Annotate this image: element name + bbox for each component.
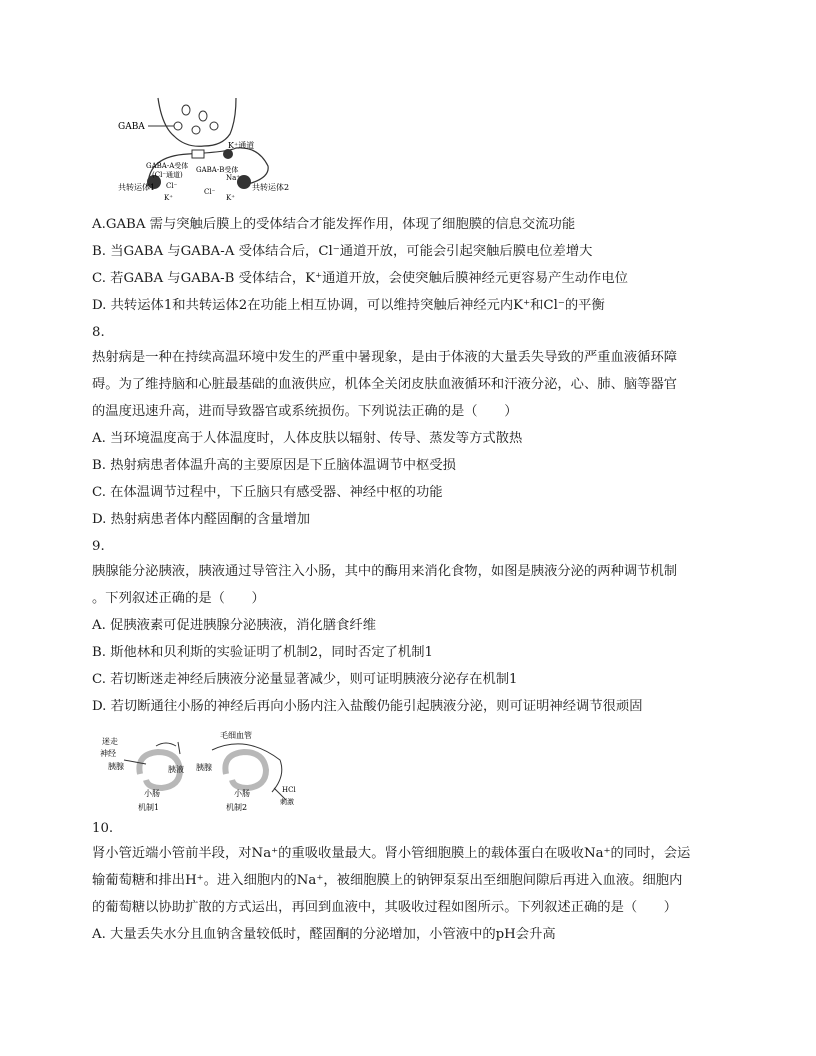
q9-stem-line-2: 。下列叙述正确的是（ ） bbox=[92, 591, 265, 606]
pancreas-label-2: 胰腺 bbox=[196, 763, 212, 772]
q9-option-c: C. 若切断迷走神经后胰液分泌量显著减少，则可证明胰液分泌存在机制1 bbox=[92, 672, 518, 687]
gaba-a-label: GABA-A受体 bbox=[146, 162, 189, 170]
hcl-label: HCl bbox=[282, 786, 296, 794]
k-channel-label: K⁺通道 bbox=[228, 141, 255, 150]
cl-label-right: Cl⁻ bbox=[204, 188, 216, 196]
na-label: Na⁺ bbox=[226, 174, 240, 182]
intestine-label-1: 小肠 bbox=[144, 789, 160, 798]
q8-option-c: C. 在体温调节过程中，下丘脑只有感受器、神经中枢的功能 bbox=[92, 485, 443, 500]
mechanism-2-label: 机制2 bbox=[226, 803, 248, 812]
q8-option-a: A. 当环境温度高于人体温度时，人体皮肤以辐射、传导、蒸发等方式散热 bbox=[92, 431, 523, 446]
pancreas-label-1: 胰腺 bbox=[108, 762, 124, 771]
q9-option-b: B. 斯他林和贝利斯的实验证明了机制2，同时否定了机制1 bbox=[92, 645, 433, 660]
q10-stem-line-3: 的葡萄糖以协助扩散的方式运出，再回到血液中，其吸收过程如图所示。下列叙述正确的是（ ） bbox=[92, 900, 678, 915]
q8-option-d: D. 热射病患者体内醛固酮的含量增加 bbox=[92, 512, 311, 527]
q8-number: 8. bbox=[92, 325, 105, 340]
q8-stem-line-1: 热射病是一种在持续高温环境中发生的严重中暑现象，是由于体液的大量丢失导致的严重血液循环障 bbox=[92, 350, 678, 365]
q9-option-d: D. 若切断通往小肠的神经后再向小肠内注入盐酸仍能引起胰液分泌，则可证明神经调节很顽固 bbox=[92, 699, 643, 714]
q8-stem-line-3: 的温度迅速升高，进而导致器官或系统损伤。下列说法正确的是（ ） bbox=[92, 404, 518, 419]
k-label-right: K⁺ bbox=[226, 194, 235, 202]
capillary-label: 毛细血管 bbox=[220, 731, 252, 740]
pancreas-mechanism-figure bbox=[96, 730, 306, 812]
q9-stem-line-1: 胰腺能分泌胰液，胰液通过导管注入小肠，其中的酶用来消化食物，如图是胰液分泌的两种调节机制 bbox=[92, 564, 678, 579]
cl-label-left: Cl⁻ bbox=[166, 182, 178, 190]
k-label-left: K⁺ bbox=[164, 194, 173, 202]
q10-number: 10. bbox=[92, 821, 114, 836]
q9-number: 9. bbox=[92, 539, 105, 554]
cotransporter-2-label: 共转运体2 bbox=[252, 183, 290, 192]
intestine-label-2: 小肠 bbox=[234, 789, 250, 798]
q8-option-b: B. 热射病患者体温升高的主要原因是下丘脑体温调节中枢受损 bbox=[92, 458, 456, 473]
q8-stem-line-2: 碍。为了维持脑和心脏最基础的血液供应，机体全关闭皮肤血液循环和汗液分泌，心、肺、脑等器官 bbox=[92, 377, 678, 392]
vagus-label: 迷走 bbox=[102, 737, 118, 746]
q10-stem-line-2: 输葡萄糖和排出H⁺。进入细胞内的Na⁺，被细胞膜上的钠钾泵泵出至细胞间隙后再进入血液。细胞内 bbox=[92, 873, 683, 888]
q10-option-a: A. 大量丢失水分且血钠含量较低时，醛固酮的分泌增加，小管液中的pH会升高 bbox=[92, 927, 556, 942]
mechanism-1-label: 机制1 bbox=[138, 803, 160, 812]
juice-label: 胰液 bbox=[168, 765, 184, 774]
nerve-label: 神经 bbox=[100, 749, 116, 758]
gaba-synapse-figure bbox=[118, 96, 308, 206]
q9-option-a: A. 促胰液素可促进胰腺分泌胰液，消化膳食纤维 bbox=[92, 618, 376, 633]
gaba-label: GABA bbox=[118, 122, 145, 132]
cotransporter-1-label: 共转运体1 bbox=[118, 183, 156, 192]
gaba-b-label: GABA-B受体 bbox=[196, 166, 239, 174]
q7-option-d: D. 共转运体1和共转运体2在功能上相互协调，可以维持突触后神经元内K⁺和Cl⁻的平衡 bbox=[92, 298, 605, 313]
q7-option-a: A.GABA 需与突触后膜上的受体结合才能发挥作用，体现了细胞膜的信息交流功能 bbox=[92, 217, 576, 232]
q10-stem-line-1: 肾小管近端小管前半段，对Na⁺的重吸收量最大。肾小管细胞膜上的载体蛋白在吸收Na⁺的同时，会运 bbox=[92, 846, 691, 861]
cl-channel-label: (Cl⁻通道) bbox=[152, 171, 183, 179]
q7-option-c: C. 若GABA 与GABA-B 受体结合，K⁺通道开放，会使突触后膜神经元更容易产生动作电位 bbox=[92, 271, 628, 286]
stimulus-label: 刺激 bbox=[280, 798, 294, 806]
q7-option-b: B. 当GABA 与GABA-A 受体结合后，Cl⁻通道开放，可能会引起突触后膜电位差增大 bbox=[92, 244, 593, 259]
